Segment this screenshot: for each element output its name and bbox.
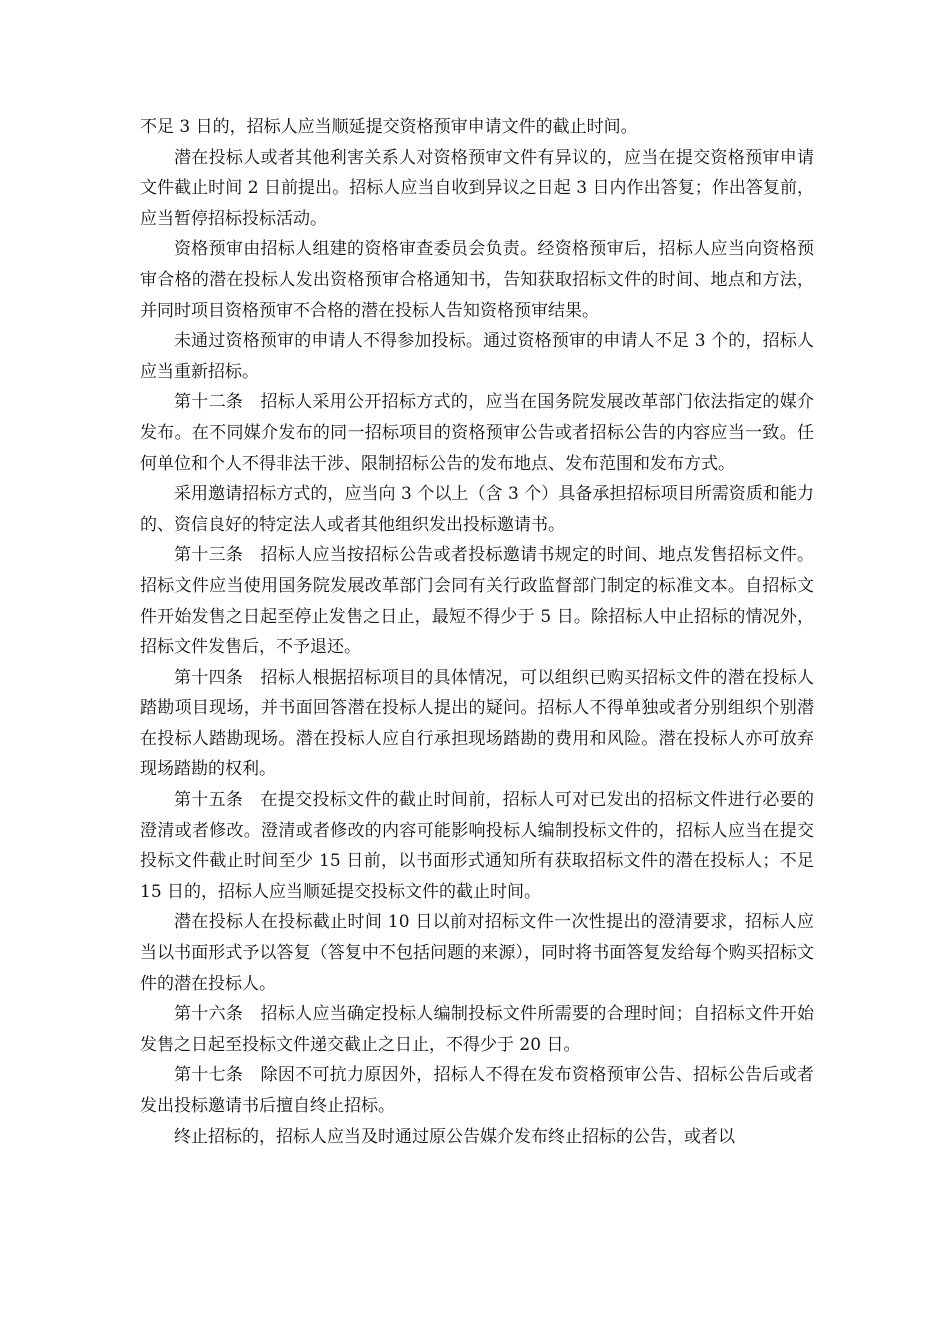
document-page bbox=[140, 112, 814, 1152]
paragraph: 不足 3 日的，招标人应当顺延提交资格预审申请文件的截止时间。 bbox=[140, 117, 638, 137]
article-12-paragraph: 第十二条 招标人采用公开招标方式的，应当在国务院发展改革部门依法指定的媒介发布。在不同媒介发布的同一招标项目的资格预审公告或者招标公告的内容应当一致。任何单位和个人不得非法干涉、限制招标公告的发布地点、发布范围和发布方式。 bbox=[140, 392, 814, 474]
paragraph: 潜在投标人或者其他利害关系人对资格预审文件有异议的，应当在提交资格预审申请文件截止时间 2 日前提出。招标人应当自收到异议之日起 3 日内作出答复；作出答复前，应当暂停招标投标活动。 bbox=[140, 147, 814, 229]
paragraph: 采用邀请招标方式的，应当向 3 个以上（含 3 个）具备承担招标项目所需资质和能力的、资信良好的特定法人或者其他组织发出投标邀请书。 bbox=[140, 484, 814, 535]
paragraph: 终止招标的，招标人应当及时通过原公告媒介发布终止招标的公告，或者以 bbox=[174, 1126, 735, 1147]
paragraph: 潜在投标人在投标截止时间 10 日以前对招标文件一次性提出的澄清要求，招标人应当以书面形式予以答复（答复中不包括问题的来源），同时将书面答复发给每个购买招标文件的潜在投标人。 bbox=[140, 912, 814, 994]
article-17-paragraph: 第十七条 除因不可抗力原因外，招标人不得在发布资格预审公告、招标公告后或者发出投标邀请书后擅自终止招标。 bbox=[140, 1065, 814, 1116]
article-15-paragraph: 第十五条 在提交投标文件的截止时间前，招标人可对已发出的招标文件进行必要的澄清或者修改。澄清或者修改的内容可能影响投标人编制投标文件的，招标人应当在提交投标文件截止时间至少 15 日前，以书面形式通知所有获取招标文件的潜在投标人；不足 15 日的，招标人应当顺延提交投标文件的截止时间。 bbox=[140, 790, 814, 902]
paragraph: 资格预审由招标人组建的资格审查委员会负责。经资格预审后，招标人应当向资格预审合格的潜在投标人发出资格预审合格通知书，告知获取招标文件的时间、地点和方法，并同时项目资格预审不合格的潜在投标人告知资格预审结果。 bbox=[140, 239, 814, 321]
paragraph: 未通过资格预审的申请人不得参加投标。通过资格预审的申请人不足 3 个的，招标人应当重新招标。 bbox=[140, 331, 814, 382]
article-14-paragraph: 第十四条 招标人根据招标项目的具体情况，可以组织已购买招标文件的潜在投标人踏勘项目现场，并书面回答潜在投标人提出的疑问。招标人不得单独或者分别组织个别潜在投标人踏勘现场。潜在投标人应自行承担现场踏勘的费用和风险。潜在投标人亦可放弃现场踏勘的权利。 bbox=[140, 667, 814, 780]
article-16-paragraph: 第十六条 招标人应当确定投标人编制投标文件所需要的合理时间；自招标文件开始发售之日起至投标文件递交截止之日止，不得少于 20 日。 bbox=[140, 1004, 814, 1055]
article-13-paragraph: 第十三条 招标人应当按招标公告或者投标邀请书规定的时间、地点发售招标文件。招标文件应当使用国务院发展改革部门会同有关行政监督部门制定的标准文本。自招标文件开始发售之日起至停止发售之日止，最短不得少于 5 日。除招标人中止招标的情况外，招标文件发售后，不予退还。 bbox=[140, 545, 814, 658]
